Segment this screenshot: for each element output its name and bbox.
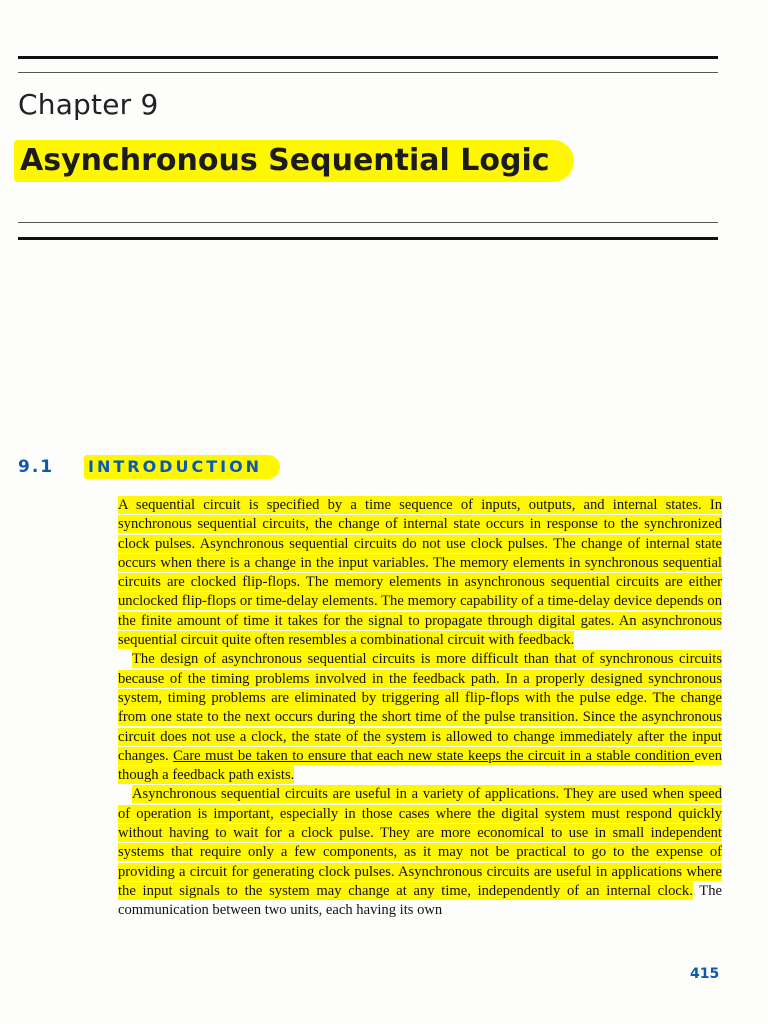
section-body [118,496,722,921]
section-number: 9.1 [18,457,55,477]
underlined-text: Care must be taken to ensure that each new state keeps the circuit in a stable condition [173,747,695,764]
paragraph-3 [118,785,722,920]
top-thin-rule [18,72,718,73]
plain-text: The communication between two units, each having its own [118,882,722,919]
chapter-label: Chapter 9 [18,88,159,121]
paragraph-2 [118,650,722,785]
section-title: INTRODUCTION [84,455,280,479]
bottom-thin-rule [18,222,718,223]
bottom-thick-rule [18,237,718,240]
paragraph-1 [118,496,722,650]
highlighted-text: The design of asynchronous sequential circuits is more difficult than that of synchronous circuits because of the timing problems involved in the feedback path. In a properly designed synchronous system, timing problems are eliminated by triggering all flip-flops with the pulse edge. The change from one state to the next occurs during the short time of the pulse transition. Since the asynchronous circuit does not use a clock, the state of the system is allowed to change immediately after the input changes. [118,651,722,764]
highlighted-text: A sequential circuit is specified by a time sequence of inputs, outputs, and internal states. In synchronous sequential circuits, the change of internal state occurs in response to the synchronized clock pulses. Asynchronous sequential circuits do not use clock pulses. The change of internal state occurs when there is a change in the input variables. The memory elements in synchronous sequential circuits are clocked flip-flops. The memory elements in asynchronous sequential circuits are either unclocked flip-flops or time-delay elements. The memory capability of a time-delay device depends on the finite amount of time it takes for the signal to propagate through digital gates. An asynchronous sequential circuit quite often resembles a combinational circuit with feedback. [118,497,722,649]
highlighted-text: Asynchronous sequential circuits are useful in a variety of applications. They are used when speed of operation is important, especially in those cases where the digital system must respond quickly without having to wait for a clock pulse. They are more economical to use in small independent systems that require only a few components, as it may not be practical to go to the expense of providing a circuit for generating clock pulses. Asynchronous circuits are useful in applications where the input signals to the system may change at any time, independently of an internal clock. [118,786,722,899]
top-thick-rule [18,56,718,59]
highlighted-text: even though a feedback path exists. [118,747,722,784]
chapter-title: Asynchronous Sequential Logic [14,140,574,182]
page-number: 415 [690,966,720,982]
